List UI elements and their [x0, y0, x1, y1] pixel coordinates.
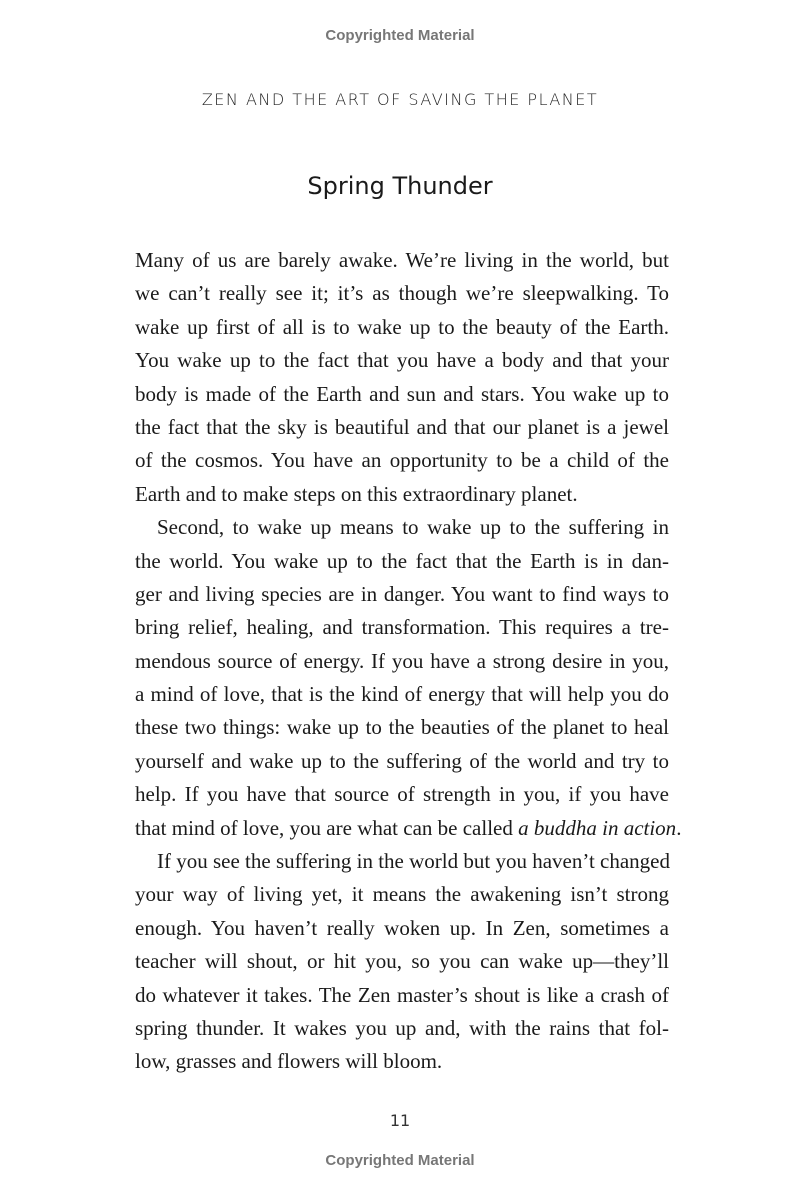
copyright-watermark-top: Copyrighted Material: [325, 27, 475, 44]
text-line: these two things: wake up to the beauties of the planet to heal: [135, 715, 669, 740]
text-line: enough. You haven’t really woken up. In Zen, sometimes a: [135, 915, 669, 940]
text-line: body is made of the Earth and sun and stars. You wake up to: [135, 381, 669, 406]
text-line: Many of us are barely awake. We’re living in the world, but: [135, 248, 669, 272]
chapter-title: Spring Thunder: [307, 172, 493, 200]
text-line: You wake up to the fact that you have a body and that your: [135, 348, 669, 373]
text-line: help. If you have that source of strength in you, if you have: [135, 782, 669, 807]
text-line: If you see the suffering in the world but you haven’t changed: [157, 849, 671, 874]
italic-phrase: a buddha in action: [518, 815, 677, 840]
text-line: the world. You wake up to the fact that the Earth is in dan-: [135, 548, 669, 573]
text-line-with-italic: [135, 812, 682, 845]
running-head: ZEN AND THE ART OF SAVING THE PLANET: [201, 90, 599, 109]
text-segment: that mind of love, you are what can be called: [135, 815, 519, 840]
paragraph-3: [135, 845, 669, 1079]
text-line: your way of living yet, it means the awakening isn’t strong: [135, 882, 669, 907]
text-line: low, grasses and flowers will bloom.: [135, 1049, 443, 1074]
paragraph-1: [135, 244, 669, 511]
text-line: spring thunder. It wakes you up and, with the rains that fol-: [135, 1015, 669, 1040]
text-line: mendous source of energy. If you have a strong desire in you,: [135, 648, 669, 673]
text-line: yourself and wake up to the suffering of the world and try to: [135, 748, 669, 773]
text-line: wake up first of all is to wake up to the beauty of the Earth.: [135, 314, 669, 339]
page-number: 11: [389, 1111, 411, 1130]
text-line: a mind of love, that is the kind of energy that will help you do: [135, 682, 669, 707]
text-line: of the cosmos. You have an opportunity to be a child of the: [135, 448, 669, 473]
text-line: Earth and to make steps on this extraordinary planet.: [135, 481, 578, 506]
text-line: teacher will shout, or hit you, so you can wake up—they’ll: [135, 949, 669, 974]
paragraph-2: [135, 511, 682, 845]
text-line: we can’t really see it; it’s as though we’re sleepwalking. To: [135, 281, 669, 306]
text-line: do whatever it takes. The Zen master’s shout is like a crash of: [135, 982, 669, 1007]
text-line: ger and living species are in danger. You want to find ways to: [135, 581, 669, 606]
body-text: [135, 244, 682, 1079]
text-line: bring relief, healing, and transformation. This requires a tre-: [135, 615, 669, 640]
copyright-watermark-bottom: Copyrighted Material: [325, 1152, 475, 1169]
text-line: the fact that the sky is beautiful and that our planet is a jewel: [135, 414, 669, 439]
text-segment: .: [676, 815, 682, 840]
text-line: Second, to wake up means to wake up to the suffering in: [157, 515, 669, 540]
